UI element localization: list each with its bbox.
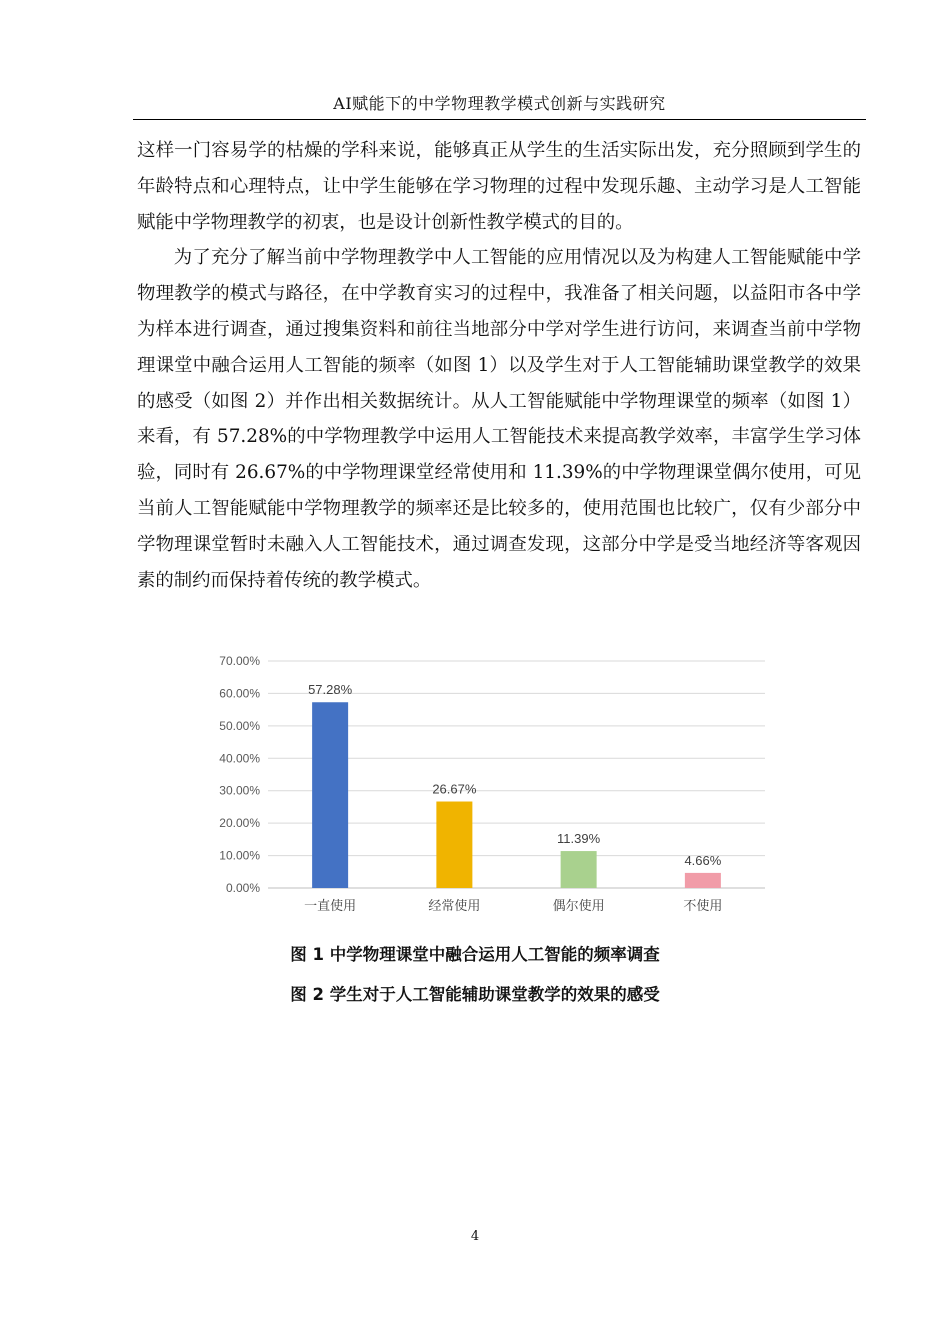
- y-tick-label: 60.00%: [219, 686, 260, 701]
- y-tick-label: 50.00%: [219, 718, 260, 733]
- x-tick-label: 不使用: [683, 898, 723, 913]
- bar-chart: [200, 648, 780, 918]
- body-text: [137, 133, 861, 598]
- x-tick-label: 经常使用: [428, 898, 481, 913]
- bar: [685, 873, 721, 888]
- figure-1-caption: 图 1 中学物理课堂中融合运用人工智能的频率调查: [290, 945, 660, 964]
- running-header: [133, 93, 866, 120]
- data-label: 4.66%: [684, 852, 722, 868]
- bar-chart-svg: [200, 648, 780, 918]
- y-tick-label: 40.00%: [219, 751, 260, 766]
- paragraph-1: 这样一门容易学的枯燥的学科来说，能够真正从学生的生活实际出发，充分照顾到学生的年龄特点和心理特点，让中学生能够在学习物理的过程中发现乐趣、主动学习是人工智能赋能中学物理教学的初衷，也是设计创新性教学模式的目的。: [137, 140, 861, 233]
- paragraph-2: 为了充分了解当前中学物理教学中人工智能的应用情况以及为构建人工智能赋能中学物理教学的模式与路径，在中学教育实习的过程中，我准备了相关问题，以益阳市各中学为样本进行调查，通过搜集资料和前往当地部分中学对学生进行访问，来调查当前中学物理课堂中融合运用人工智能的频率（如图 1）以及学生对于人工智能辅助课堂教学的效果的感受（如图 2）并作出相关数据统计。从人工智能赋能中学物理课堂的频率（如图 1）来看，有 57.28%的中学物理教学中运用人工智能技术来提高教学效率，丰富学生学习体验，同时有 26.67%的中学物理课堂经常使用和 11.39%的中学物理课堂偶尔使用，可见当前人工智能赋能中学物理教学的频率还是比较多的，使用范围也比较广，仅有少部分中学物理课堂暂时未融入人工智能技术，通过调查发现，这部分中学是受当地经济等客观因素的制约而保持着传统的教学模式。: [137, 247, 861, 591]
- y-tick-label: 30.00%: [219, 783, 260, 798]
- header-title: AI赋能下的中学物理教学模式创新与实践研究: [333, 94, 666, 113]
- y-tick-label: 10.00%: [219, 848, 260, 863]
- data-label: 57.28%: [308, 682, 353, 698]
- bar: [436, 802, 472, 888]
- bar: [312, 702, 348, 888]
- data-label: 11.39%: [557, 831, 601, 847]
- data-label: 26.67%: [432, 781, 477, 797]
- y-tick-label: 70.00%: [219, 654, 260, 668]
- bar: [561, 851, 597, 888]
- x-tick-label: 偶尔使用: [552, 898, 605, 913]
- figure-2-caption: 图 2 学生对于人工智能辅助课堂教学的效果的感受: [290, 985, 660, 1004]
- y-tick-label: 0.00%: [225, 881, 260, 895]
- x-tick-label: 一直使用: [304, 898, 357, 913]
- y-tick-label: 20.00%: [219, 816, 260, 831]
- page-number: 4: [470, 1229, 480, 1244]
